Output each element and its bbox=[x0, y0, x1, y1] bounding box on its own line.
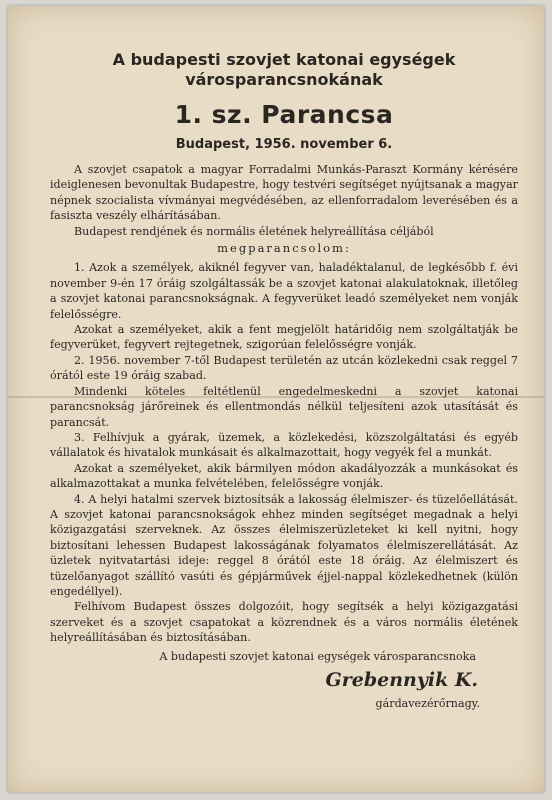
paragraph-1: 1. Azok a személyek, akiknél fegyver van, haladéktalanul, de legkésőbb f. évi november 9-én 17 óráig szolgáltassák be a szovjet katonai alakulatoknak, illetőleg a szovjet katonai parancsnokságnak. A fegyverüket leadó személyeket nem vonják felelősségre. bbox=[50, 261, 518, 321]
paragraph-2: 2. 1956. november 7-től Budapest területén az utcán közlekedni csak reggel 7 órától este 19 óráig szabad. bbox=[50, 353, 518, 383]
header-line-2: városparancsnokának bbox=[185, 70, 383, 89]
signature-rank: gárdavezérőrnagy. bbox=[375, 696, 480, 710]
paragraph-purpose: Budapest rendjének és normális életének helyreállítása céljából bbox=[74, 224, 434, 238]
signature-name: Grebennyik K. bbox=[325, 668, 478, 691]
paragraph-2b: Mindenki köteles feltétlenül engedelmeskedni a szovjet katonai parancsnokság járőreinek és ellentmondás nélkül teljesíteni azok utasítását és parancsát. bbox=[50, 384, 518, 429]
paragraph-4: 4. A helyi hatalmi szervek biztosítsák a lakosság élelmiszer- és tüzelőellátását. A szovjet katonai parancsnokságok ehhez minden segítséget megadnak a helyi közigazgatási szerveknek. Az összes élelmiszerüzleteket ki kell nyitni, hogy biztosítani lehessen Budapest lakosságának folyamatos élelmiszerellátását. Az üzletek nyitvatartási ideje: reggel 8 órától este 18 óráig. Az élelmiszert és tüzelőanyagot szállító vasúti és gépjárművek éjjel-nappal közlekedhetnek (külön engedéllyel). bbox=[50, 492, 518, 598]
dateline: Budapest, 1956. november 6. bbox=[175, 137, 393, 152]
paragraph-3b: Azokat a személyeket, akik bármilyen módon akadályozzák a munkásokat és alkalmazottakat a munka felvételében, felelősségre vonják. bbox=[50, 461, 518, 491]
paper-fold-line bbox=[8, 396, 544, 398]
paragraph-3: 3. Felhívjuk a gyárak, üzemek, a közlekedési, közszolgáltatási és egyéb vállalatok és hivatalok munkásait és alkalmazottait, hogy vegyék fel a munkát. bbox=[50, 430, 518, 460]
document-sheet bbox=[8, 6, 544, 792]
signature-org: A budapesti szovjet katonai egységek városparancsnoka bbox=[159, 649, 476, 663]
order-word: megparancsolom: bbox=[217, 241, 351, 256]
paragraph-intro: A szovjet csapatok a magyar Forradalmi Munkás-Paraszt Kormány kérésére ideiglenesen bevonultak Budapestre, hogy testvéri segítséget nyújtsanak a magyar népnek szocialista vívmányai megvédésében, az ellenforradalom leverésében és a fasiszta veszély elhárításában. bbox=[50, 163, 518, 223]
paragraph-1b: Azokat a személyeket, akik a fent megjelölt határidőig nem szolgáltatják be fegyverüket, fegyvert rejtegetnek, szigorúan felelősségre vonják. bbox=[50, 323, 518, 352]
header-line-1: A budapesti szovjet katonai egységek bbox=[112, 50, 456, 69]
document-body bbox=[50, 162, 518, 646]
paragraph-closing: Felhívom Budapest összes dolgozóit, hogy segítsék a helyi közigazgatási szerveket és a szovjet csapatokat a közrendnek és a város normális életének helyreállításában és biztosításában. bbox=[50, 600, 518, 645]
document-title: 1. sz. Parancsa bbox=[174, 100, 394, 129]
